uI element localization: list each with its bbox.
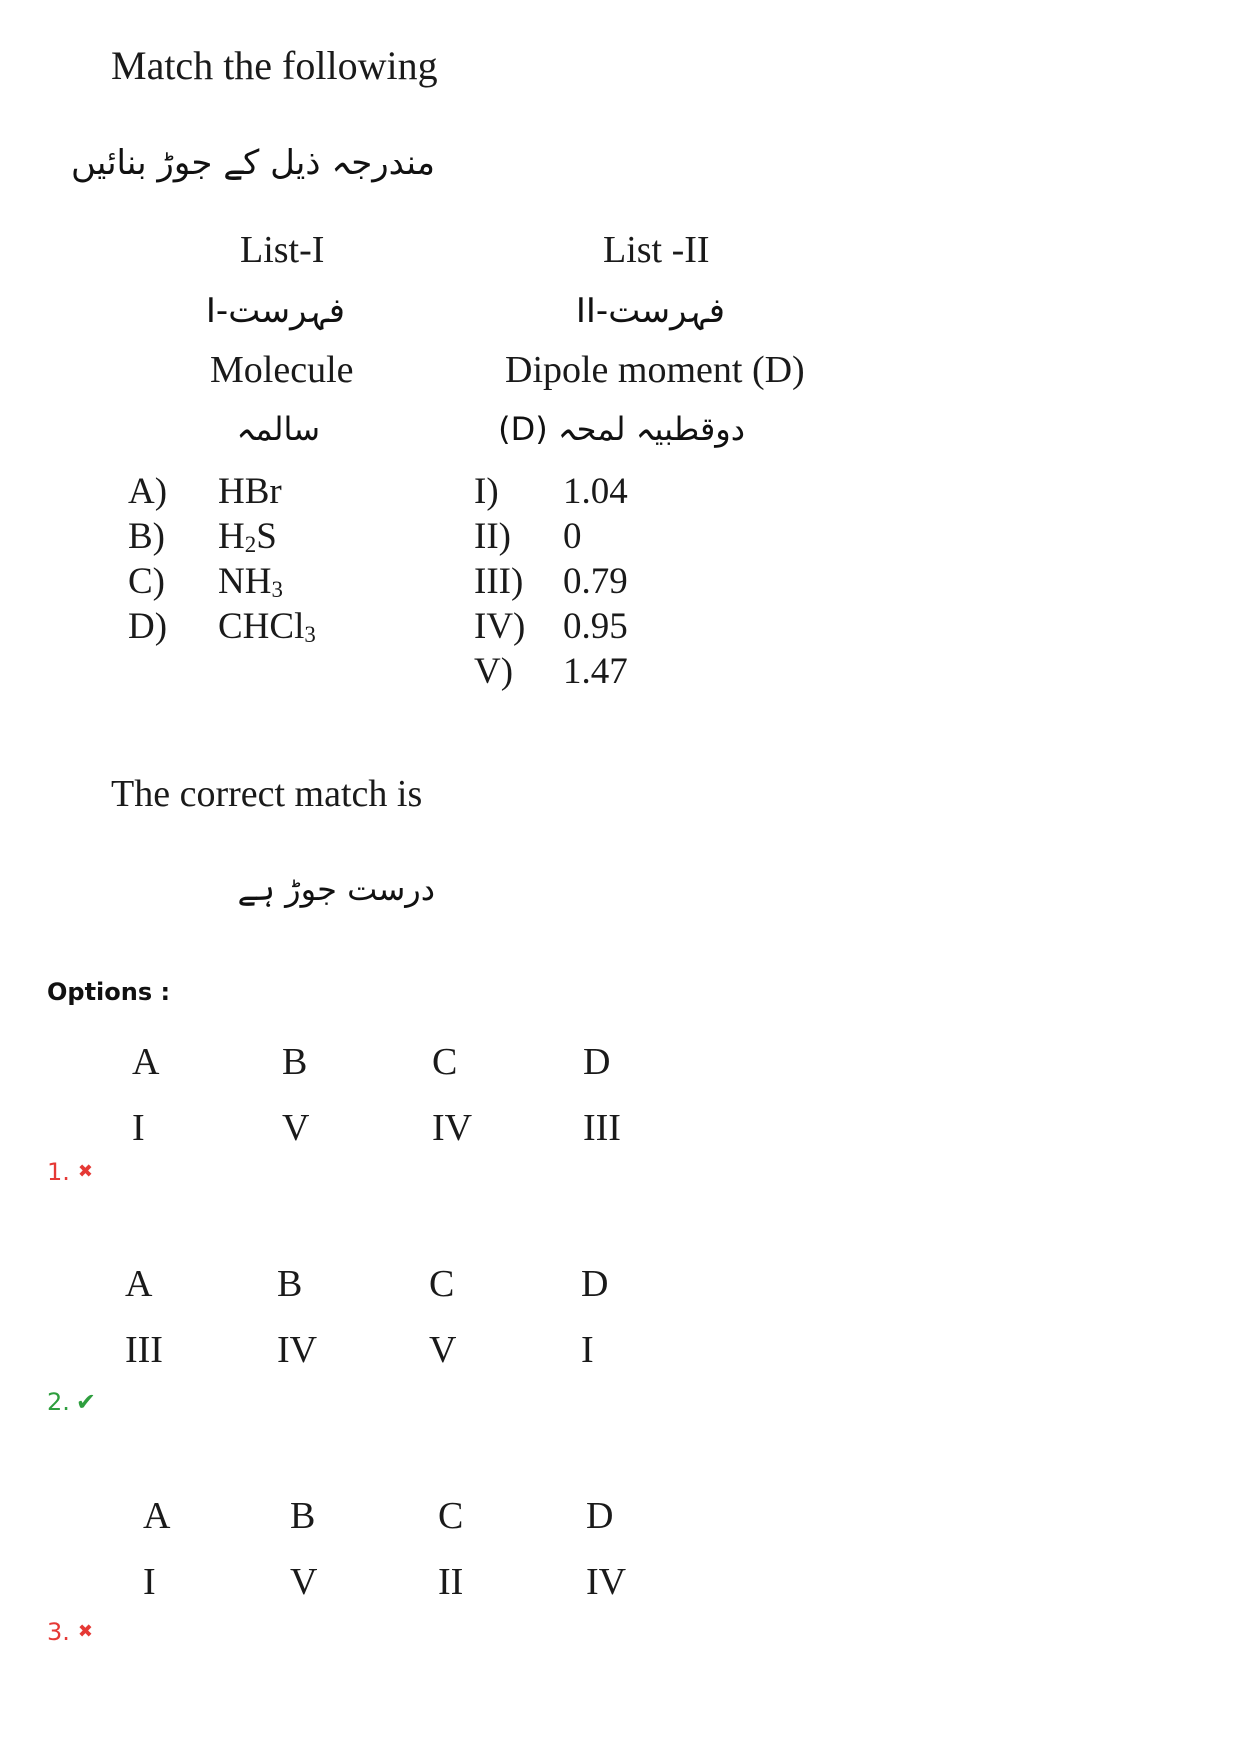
list-1-label-c: C) [128, 561, 165, 602]
option-2-value-c: V [429, 1329, 457, 1371]
option-2-header-c: C [429, 1263, 455, 1305]
list-2-value-i: 1.04 [563, 471, 628, 512]
list-2-label-ii: II) [474, 516, 511, 557]
list-1-subheading: Molecule [210, 349, 354, 391]
option-2-value-d: I [581, 1329, 594, 1371]
list-1-label-d: D) [128, 606, 168, 647]
option-1-value-d: III [583, 1107, 621, 1149]
list-2-label-iii: III) [474, 561, 524, 602]
option-3-header-d: D [586, 1495, 614, 1537]
list-1-molecule-d: CHCl$_3$ [218, 606, 316, 648]
option-2-header-a: A [125, 1263, 153, 1305]
option-1-header-c: C [432, 1041, 458, 1083]
list-2-heading: List -II [603, 229, 710, 271]
list-1-label-a: A) [128, 471, 168, 512]
option-1-value-c: IV [432, 1107, 473, 1149]
option-3-value-b: V [290, 1561, 318, 1603]
list-1-molecule-b: $H_2S$ [218, 516, 277, 558]
option-3-value-d: IV [586, 1561, 627, 1603]
option-1-number: 1. ✖ [47, 1158, 93, 1186]
option-2-value-a: III [125, 1329, 163, 1371]
list-1-subheading-urdu: سالمہ [236, 410, 320, 448]
options-label: Options : [47, 978, 171, 1006]
question-title: Match the following [111, 43, 438, 88]
option-1-value-b: V [282, 1107, 310, 1149]
option-3-value-a: I [143, 1561, 156, 1603]
option-2-number: 2. ✔ [47, 1388, 97, 1416]
list-2-value-ii: 0 [563, 516, 582, 557]
list-2-heading-urdu: فہرست-II [575, 291, 725, 331]
list-2-value-iii: 0.79 [563, 561, 628, 602]
question-title-urdu: مندرجہ ذیل کے جوڑ بنائیں [70, 143, 435, 183]
option-2-header-d: D [581, 1263, 609, 1305]
option-1-header-b: B [282, 1041, 308, 1083]
list-2-label-v: V) [474, 651, 514, 692]
list-2-value-v: 1.47 [563, 651, 628, 692]
option-1-header-d: D [583, 1041, 611, 1083]
option-2-value-b: IV [277, 1329, 318, 1371]
prompt-text: The correct match is [111, 773, 423, 815]
cross-icon: ✖ [77, 1161, 93, 1182]
option-3-value-c: II [438, 1561, 464, 1603]
prompt-text-urdu: درست جوڑ ہے [237, 870, 435, 908]
list-1-heading: List-I [240, 229, 325, 271]
list-1-molecule-c: $NH_3$ [218, 561, 283, 603]
list-2-value-iv: 0.95 [563, 606, 628, 647]
cross-icon: ✖ [77, 1621, 93, 1642]
list-1-label-b: B) [128, 516, 165, 557]
option-3-header-c: C [438, 1495, 464, 1537]
option-3-header-b: B [290, 1495, 316, 1537]
list-2-subheading: Dipole moment (D) [505, 349, 805, 391]
list-1-molecule-a: HBr [218, 471, 282, 512]
list-2-label-i: I) [474, 471, 499, 512]
option-3-number: 3. ✖ [47, 1618, 93, 1646]
option-1-value-a: I [132, 1107, 145, 1149]
list-2-subheading-urdu: دوقطبیہ لمحہ (D) [498, 410, 745, 448]
option-2-header-b: B [277, 1263, 303, 1305]
option-3-header-a: A [143, 1495, 171, 1537]
list-1-heading-urdu: فہرست-I [205, 291, 345, 331]
option-1-header-a: A [132, 1041, 160, 1083]
check-icon: ✔ [75, 1388, 97, 1416]
list-2-label-iv: IV) [474, 606, 526, 647]
